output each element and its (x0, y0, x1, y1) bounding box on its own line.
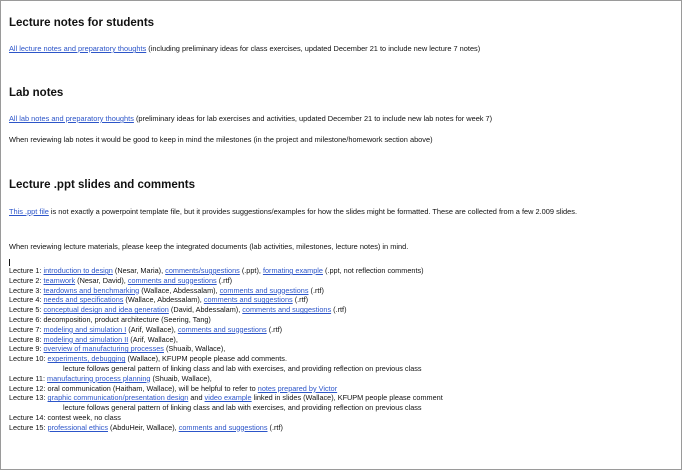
lecture-label: Lecture 15: (9, 422, 48, 432)
lecture-label: Lecture 13: (9, 393, 48, 403)
lecture-link[interactable]: modeling and simulation I (43, 324, 127, 334)
lecture-item (9, 413, 443, 423)
students-notes-description: (including preliminary ideas for class exercises, updated December 21 to include new lecture 7 notes) (146, 44, 481, 53)
students-notes-line (9, 44, 480, 53)
lecture-text: oral communication (Haitham, Wallace), will be helpful to refer to (47, 383, 258, 393)
lecture-item (9, 393, 443, 403)
lecture-item (9, 423, 443, 433)
lecture-text: contest week, no class (47, 412, 121, 422)
lecture-item (9, 384, 443, 394)
lecture-link[interactable]: overview of manufacturing processes (43, 344, 164, 354)
lecture-text: decomposition, product architecture (Seering, Tang) (43, 314, 211, 324)
ppt-file-description: is not exactly a powerpoint template file, but it provides suggestions/examples for how the slides might be formatted. These are collected from a few 2.009 slides. (48, 207, 578, 216)
lecture-text: (AbduHeir, Wallace), (107, 422, 179, 432)
lecture-link[interactable]: comments and suggestions (219, 285, 309, 295)
lecture-text: (Shuaib, Wallace), (150, 373, 212, 383)
lecture-link[interactable]: comments and suggestions (178, 422, 268, 432)
lecture-link[interactable]: formating example (262, 266, 323, 275)
ppt-file-link[interactable]: This .ppt file (9, 207, 49, 216)
lecture-text: (.rtf) (292, 295, 309, 305)
lecture-item (9, 266, 443, 276)
lab-notes-description: (preliminary ideas for lab exercises and activities, updated December 21 to include new lab notes for week 7) (133, 114, 493, 123)
lecture-label: Lecture 6: (9, 314, 44, 324)
lecture-text: (Arif, Wallace), (126, 324, 178, 334)
text-cursor (9, 259, 10, 266)
students-heading: Lecture notes for students (9, 17, 155, 29)
lecture-link[interactable]: manufacturing process planning (47, 373, 151, 383)
lecture-text: (Shuaib, Wallace), (163, 344, 226, 354)
lecture-text: (.rtf) (267, 422, 283, 432)
lecture-link[interactable]: modeling and simulation II (43, 334, 129, 344)
lecture-text: (Wallace, Abdessalam), (123, 295, 204, 305)
lecture-note: lecture follows general pattern of linking class and lab with exercises, and providing reflection on previous class (63, 403, 422, 413)
lecture-item (9, 374, 443, 384)
lecture-text: (.ppt, not reflection comments) (322, 266, 424, 275)
lecture-text: (.rtf) (331, 305, 347, 315)
lecture-link[interactable]: needs and specifications (43, 295, 124, 305)
lecture-item (9, 325, 443, 335)
lecture-link[interactable]: comments and suggestions (242, 305, 332, 315)
lecture-link[interactable]: teamwork (43, 275, 76, 285)
lecture-list (9, 266, 443, 433)
lecture-item (9, 295, 443, 305)
lecture-item (9, 354, 443, 364)
lecture-item (9, 286, 443, 296)
lab-heading: Lab notes (9, 87, 64, 99)
lecture-item (9, 344, 443, 354)
lecture-text: (Nesar, David), (75, 275, 128, 285)
lecture-link[interactable]: introduction to design (43, 266, 113, 275)
lecture-label: Lecture 14: (9, 412, 48, 422)
lecture-text: linked in slides (Wallace), KFUPM people please comment (251, 393, 443, 403)
lab-milestones-note: When reviewing lab notes it would be good to keep in mind the milestones (in the project and milestone/homework section above) (9, 135, 433, 144)
lecture-link[interactable]: comments and suggestions (127, 275, 217, 285)
lecture-item (9, 305, 443, 315)
lecture-text: (Wallace), KFUPM people please add comments. (125, 354, 287, 364)
reviewing-note: When reviewing lecture materials, please keep the integrated documents (lab activities, milestones, lecture notes) in mind. (9, 242, 409, 251)
lecture-text: (Wallace, Abdessalam), (139, 285, 220, 295)
lecture-label: Lecture 10: (9, 354, 48, 364)
lecture-label: Lecture 7: (9, 324, 44, 334)
lecture-note: lecture follows general pattern of linking class and lab with exercises, and providing reflection on previous class (63, 363, 422, 373)
lecture-label: Lecture 4: (9, 295, 44, 305)
all-lecture-notes-link[interactable]: All lecture notes and preparatory thoughts (9, 44, 147, 53)
lecture-item (9, 276, 443, 286)
lecture-link[interactable]: graphic communication/presentation design (47, 393, 189, 403)
lecture-text: (.ppt), (239, 266, 263, 275)
lab-notes-line (9, 114, 492, 123)
lecture-label: Lecture 3: (9, 285, 44, 295)
slides-description (9, 207, 669, 216)
lecture-link[interactable]: professional ethics (47, 422, 108, 432)
lecture-link[interactable]: experiments, debugging (47, 354, 126, 364)
lecture-text: and (188, 393, 205, 403)
all-lab-notes-link[interactable]: All lab notes and preparatory thoughts (9, 114, 134, 123)
lecture-link[interactable]: comments/suggestions (165, 266, 240, 275)
slides-heading: Lecture .ppt slides and comments (9, 179, 195, 191)
lecture-link[interactable]: comments and suggestions (203, 295, 293, 305)
lecture-text: (Nesar, Maria), (112, 266, 166, 275)
lecture-label: Lecture 2: (9, 275, 44, 285)
lecture-label: Lecture 1: (9, 266, 44, 275)
lecture-label: Lecture 5: (9, 305, 44, 315)
lecture-item (9, 335, 443, 345)
lecture-link[interactable]: comments and suggestions (177, 324, 267, 334)
lecture-item (9, 315, 443, 325)
lecture-link[interactable]: conceptual design and idea generation (43, 305, 169, 315)
lecture-link[interactable]: teardowns and benchmarking (43, 285, 140, 295)
lecture-text: (David, Abdessalam), (168, 305, 243, 315)
lecture-text: (.rtf) (308, 285, 324, 295)
lecture-link[interactable]: notes prepared by Victor (257, 383, 338, 393)
lecture-text: (.rtf) (216, 275, 233, 285)
lecture-text: (.rtf) (266, 324, 283, 334)
lecture-label: Lecture 11: (9, 373, 47, 383)
lecture-text: (Arif, Wallace), (128, 334, 178, 344)
lecture-link[interactable]: video example (204, 393, 252, 403)
lecture-label: Lecture 8: (9, 334, 44, 344)
lecture-label: Lecture 12: (9, 383, 48, 393)
lecture-label: Lecture 9: (9, 344, 44, 354)
